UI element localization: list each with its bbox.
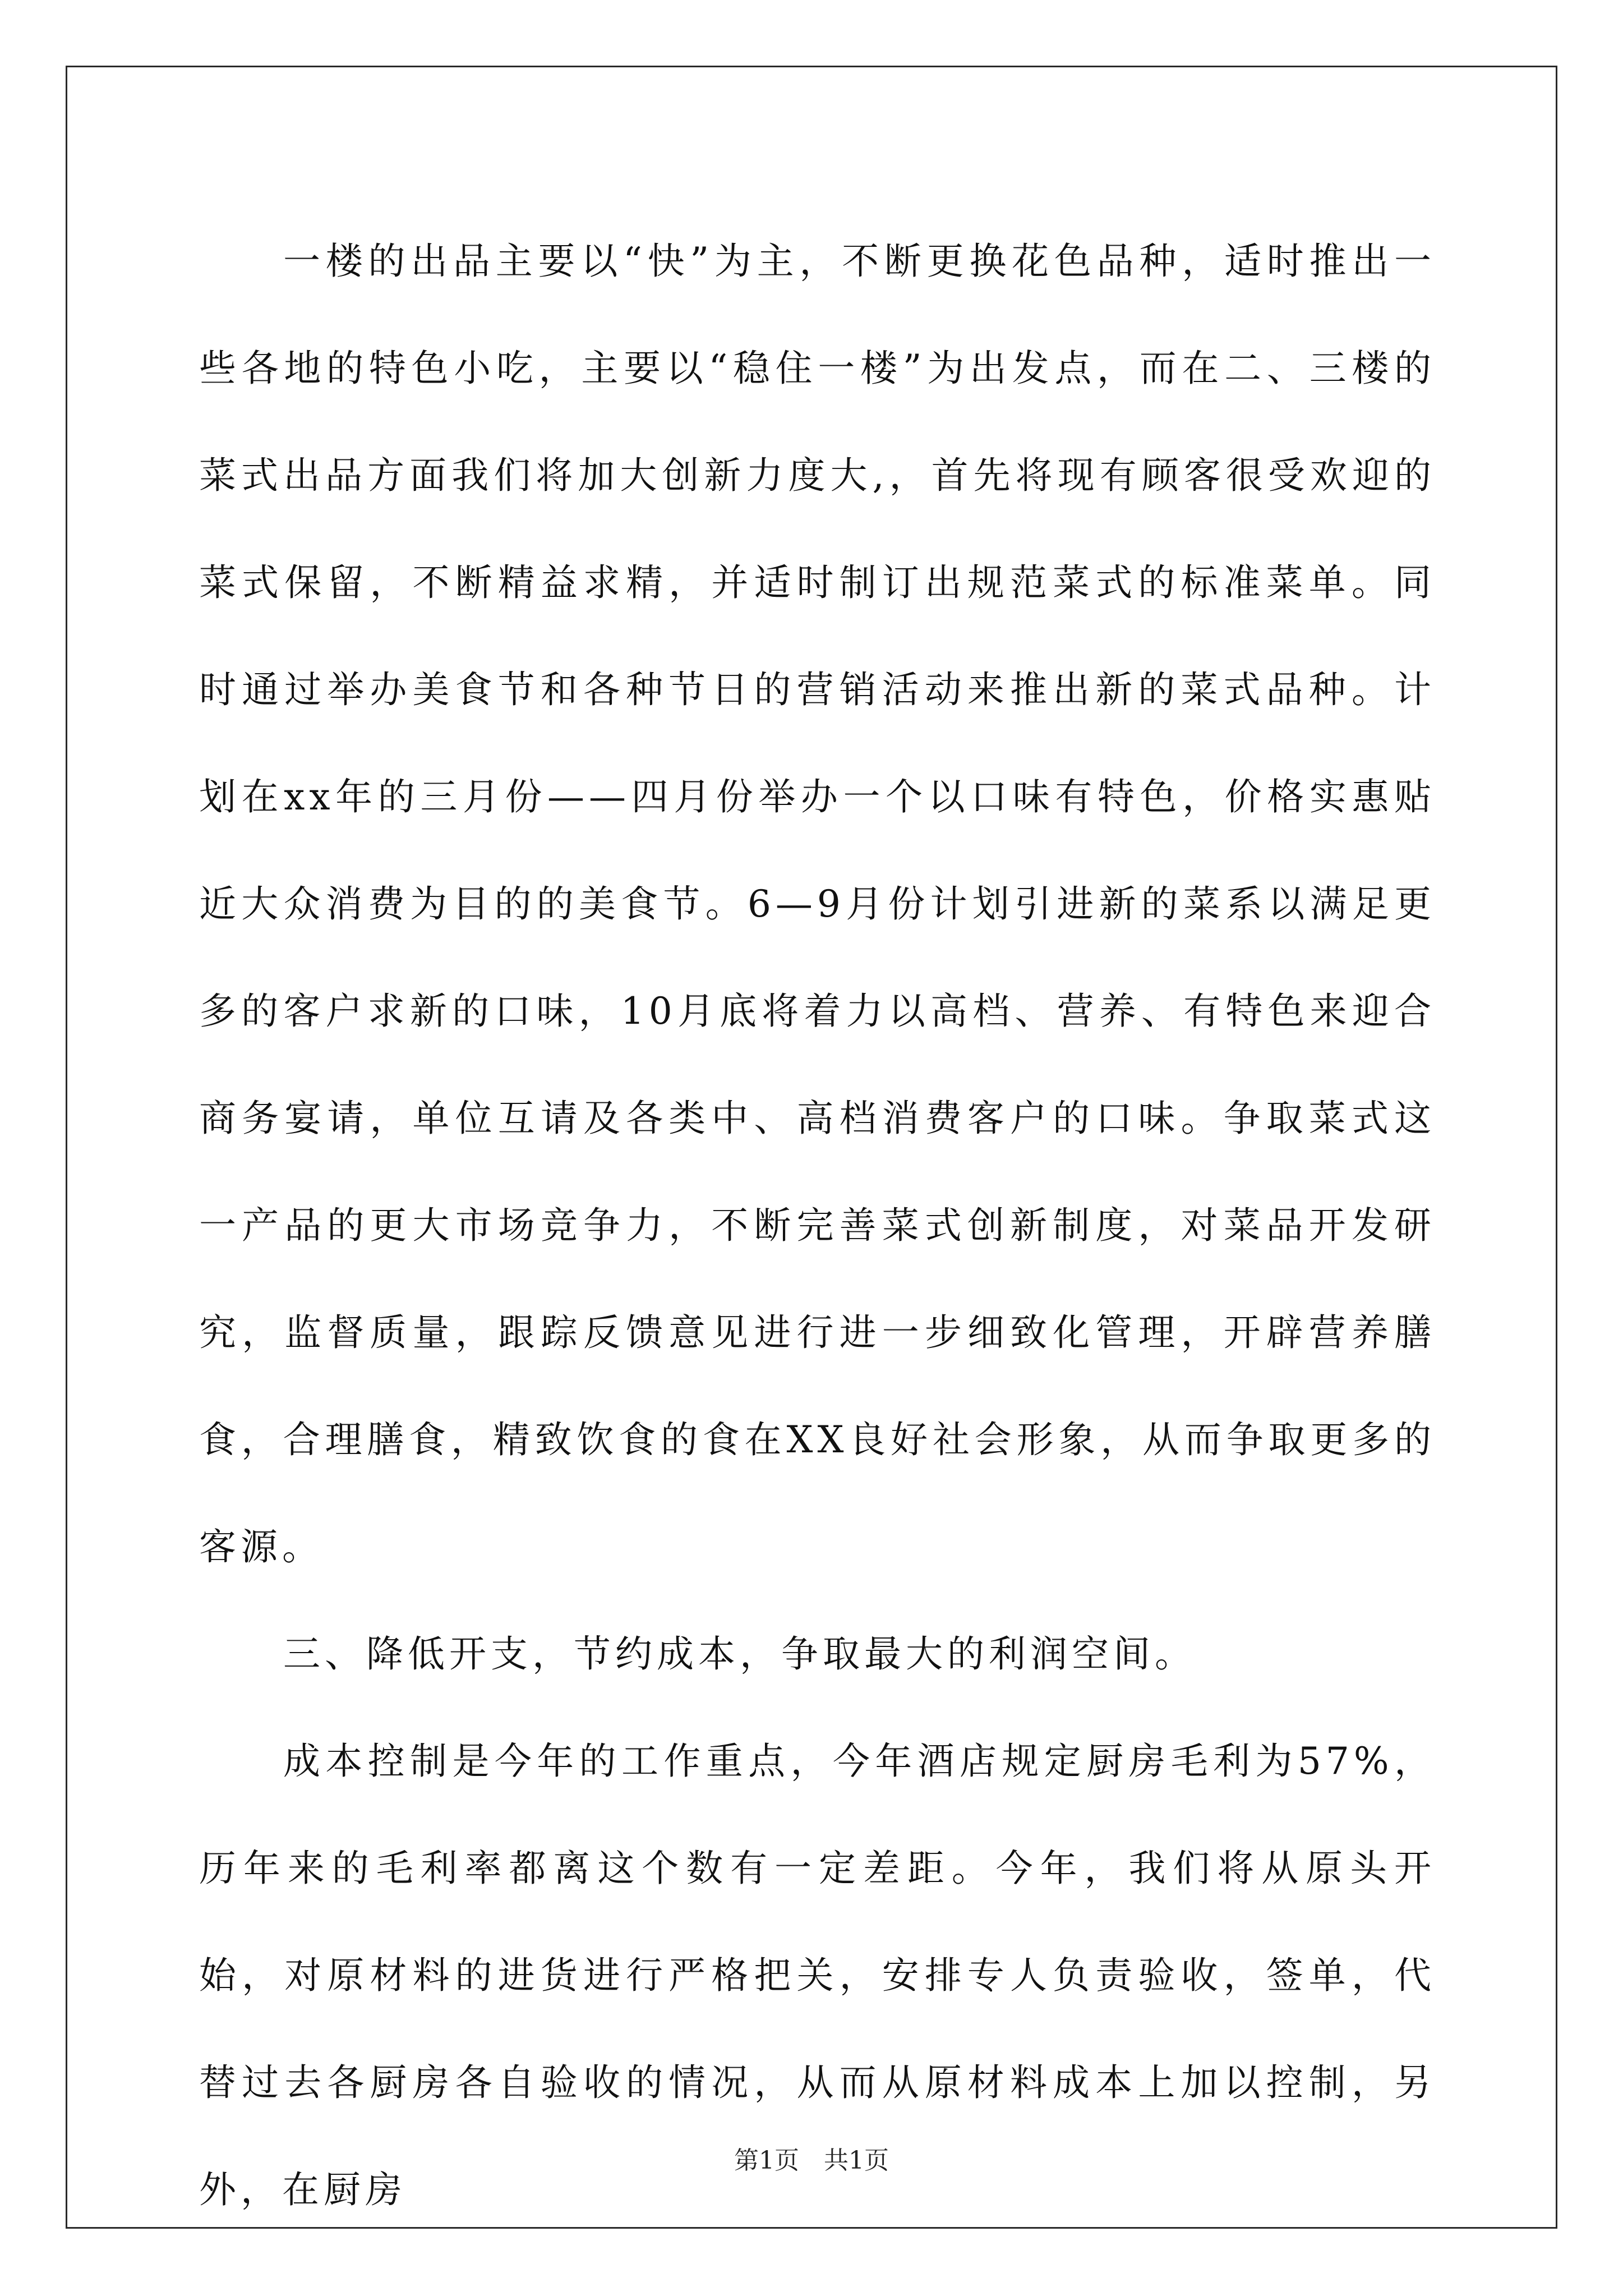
paragraph-menu-innovation: 一楼的出品主要以“快”为主，不断更换花色品种，适时推出一些各地的特色小吃，主要以“稳住一楼”为出发点，而在二、三楼的菜式出品方面我们将加大创新力度大,，首先将现有顾客很受欢迎的菜式保留，不断精益求精，并适时制订出规范菜式的标准菜单。同时通过举办美食节和各种节日的营销活动来推出新的菜式品种。计划在xx年的三月份——四月份举办一个以口味有特色，价格实惠贴近大众消费为目的的美食节。6—9月份计划引进新的菜系以满足更多的客户求新的口味，10月底将着力以高档、营养、有特色来迎合商务宴请，单位互请及各类中、高档消费客户的口味。争取菜式这一产品的更大市场竞争力，不断完善菜式创新制度，对菜品开发研究，监督质量，跟踪反馈意见进行进一步细致化管理，开辟营养膳食，合理膳食，精致饮食的食在XX良好社会形象，从而争取更多的客源。: [199, 240, 1436, 1568]
page-number-footer: 第1页 共1页: [734, 2146, 889, 2175]
document-body: [199, 208, 1436, 2243]
paragraph-cost-control: 成本控制是今年的工作重点，今年酒店规定厨房毛利为57%，历年来的毛利率都离这个数有一定差距。今年，我们将从原头开始，对原材料的进货进行严格把关，安排专人负责验收，签单，代替过去各厨房各自验收的情况，从而从原材料成本上加以控制，另外，在厨房: [199, 1740, 1436, 2211]
section-heading-cost-reduction: 三、降低开支，节约成本，争取最大的利润空间。: [283, 1632, 1196, 1676]
